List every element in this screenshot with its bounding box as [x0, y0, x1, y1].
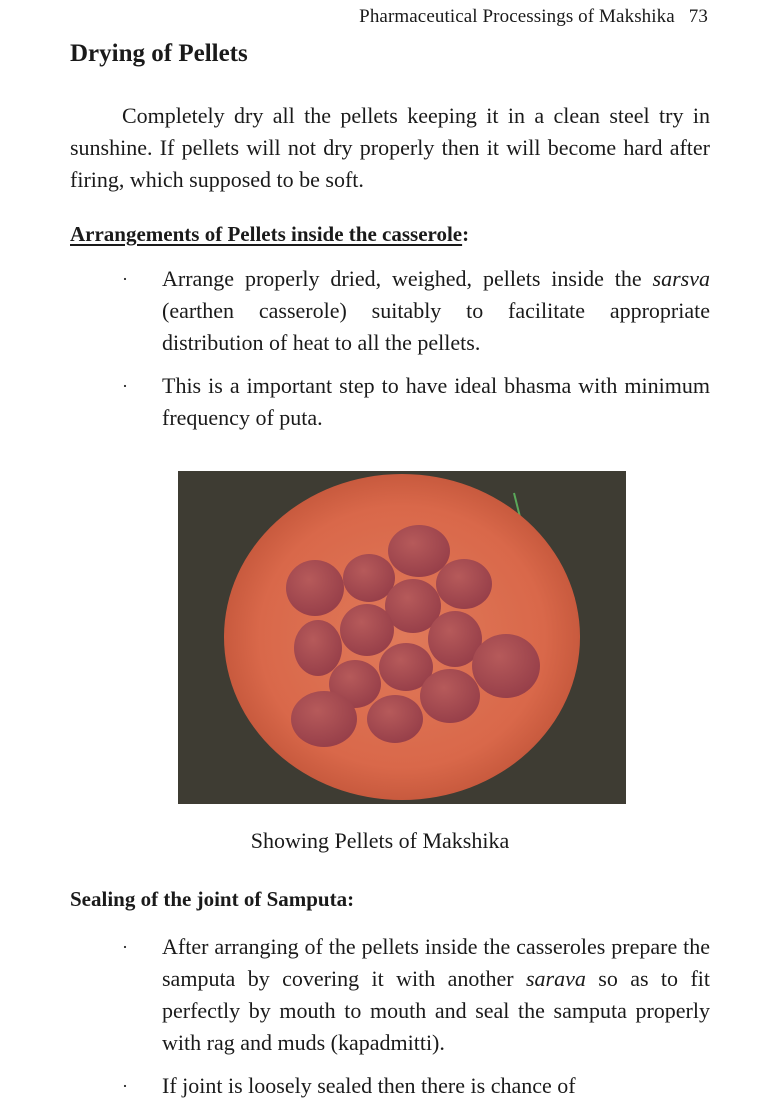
list-item — [120, 370, 710, 434]
figure-caption: Showing Pellets of Makshika — [250, 828, 510, 853]
drying-paragraph: Completely dry all the pellets keeping it in a clean steel try in sunshine. If pellets will not dry properly then it will become hard after firing, which supposed to be soft. — [70, 103, 710, 192]
list-item — [120, 263, 710, 359]
bullet-text-1-italic: sarsva — [652, 266, 710, 291]
pellet — [294, 620, 342, 676]
sealing-text-1a: After arranging of the pellets inside the casseroles prepare the samputa by covering it with another — [162, 934, 710, 991]
pellet — [286, 560, 344, 616]
bullet-text-1a: Arrange properly dried, weighed, pellets inside the — [162, 266, 653, 291]
running-header — [359, 6, 708, 28]
pellet — [367, 695, 423, 743]
bullet-text-1b: (earthen casserole) suitably to facilitate appropriate distribution of heat to all the pellets. — [162, 298, 710, 355]
arrangement-list — [120, 263, 710, 445]
page-number: 73 — [688, 6, 708, 27]
pellet — [291, 691, 357, 747]
bullet-marker: · — [122, 1076, 128, 1096]
pellet — [436, 559, 492, 609]
sealing-text-2: If joint is loosely sealed then there is chance of — [162, 1073, 576, 1098]
sealing-list — [120, 931, 710, 1113]
bullet-marker: · — [122, 269, 128, 289]
bullet-marker: · — [122, 937, 128, 957]
bullet-marker: · — [122, 376, 128, 396]
pellets-photo — [178, 471, 626, 804]
running-title: Pharmaceutical Processings of Makshika — [359, 6, 675, 27]
section-title: Drying of Pellets — [70, 40, 248, 67]
arrangement-heading — [70, 222, 469, 247]
list-item — [120, 931, 710, 1059]
pellet — [472, 634, 540, 698]
sealing-text-1b: so as to fit perfectly by mouth to mouth and seal the samputa properly with rag and muds (kapadmitti). — [162, 966, 710, 1055]
list-item — [120, 1070, 710, 1102]
sealing-text-1-italic: sarava — [525, 966, 586, 991]
earthen-dish — [224, 474, 580, 800]
pellet — [420, 669, 480, 723]
sealing-heading: Sealing of the joint of Samputa: — [70, 887, 355, 911]
pellet — [343, 554, 395, 602]
arrangement-heading-colon: : — [462, 222, 470, 246]
bullet-text-2: This is a important step to have ideal bhasma with minimum frequency of puta. — [162, 373, 710, 430]
arrangement-heading-text: Arrangements of Pellets inside the casserole — [70, 222, 463, 246]
pellets-photo-drawing — [178, 471, 626, 804]
pellet — [388, 525, 450, 577]
pellet — [340, 604, 394, 656]
